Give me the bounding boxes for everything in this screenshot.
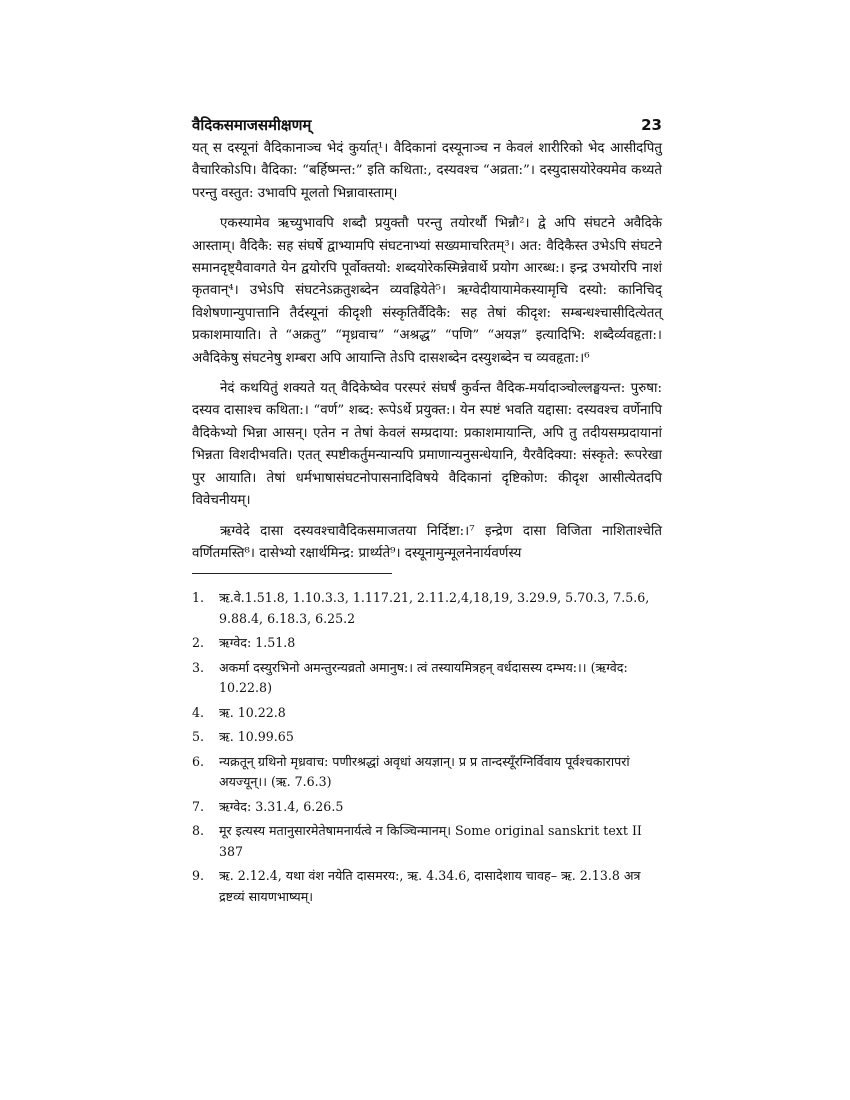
page	[192, 112, 662, 911]
footnote-text: ऋ. 10.99.65	[219, 729, 294, 745]
footnote	[192, 797, 662, 818]
footnote-number: 4.	[192, 704, 205, 720]
footnote	[192, 752, 662, 793]
paragraph: एकस्यामेव ऋच्युभावपि शब्दौ प्रयुक्तौ परन्तु तयोरर्थौ भिन्नौ²। द्वे अपि संघटने अवैदिके आस्ताम्। वैदिकै: सह संघर्षे द्वाभ्यामपि संघटनाभ्यां सख्यमाचरितम्³। अत: वैदिकैस्त उभेऽपि संघटने समानदृष्ट्यैवावगते येन द्वयोरपि पूर्वोक्तयो: शब्दयोरेकस्मिन्नेवार्थे प्रयोग आरब्ध:। इन्द्र उभयोरपि नाशं कृतवान्⁴। उभेऽपि संघटनेऽक्रतुशब्देन व्यवह्रियेते⁵। ऋग्वेदीयायामेकस्यामृचि दस्यो: कानिचिद् विशेषणान्युपात्तानि तैर्दस्यूनां कीदृशी संस्कृतिर्वैदिकै: सह तेषां कीदृश: सम्बन्धश्चासीदित्येतत् प्रकाशमायाति। ते “अक्रतु” “मृध्रवाच” “अश्रद्ध” “पणि” “अयज्ञ” इत्यादिभि: शब्दैर्व्यवहृता:। अवैदिकेषु संघटनेषु शम्बरा अपि आयान्ति तेऽपि दासशब्देन दस्युशब्देन च व्यवहृता:।⁶	[192, 216, 662, 366]
footnote-number: 5.	[192, 729, 205, 745]
footnote-number: 2.	[192, 635, 205, 651]
footnote-text: ऋ. 10.22.8	[219, 704, 286, 720]
footnote-number: 3.	[192, 659, 205, 675]
footnote-text: अकर्मा दस्युरभिनो अमन्तुरन्यव्रतो अमानुष:। त्वं तस्यायमित्रहन् वर्धदासस्य दम्भय:।। (ऋग्वेद: 10.22.8)	[219, 659, 628, 696]
page-number: 23	[641, 116, 662, 134]
footnote-number: 8.	[192, 823, 205, 839]
paragraph: नेदं कथयितुं शक्यते यत् वैदिकेष्वेव परस्परं संघर्षं कुर्वन्त वैदिक-मर्यादाञ्चोल्लङ्घयन्त: पुरुषा: दस्यव दासाश्च कथिता:। “वर्ण” शब्द: रूपेऽर्थे प्रयुक्त:। येन स्पष्टं भवति यद्दासा: दस्यवश्च वर्णेनापि वैदिकेभ्यो भिन्ना आसन्। एतेन न तेषां केवलं सम्प्रदाया: प्रकाशमायान्ति, अपि तु तदीयसम्प्रदायानां भिन्नता विशदीभवति। एतत् स्पष्टीकर्तुमन्यान्यपि प्रमाणान्यनुसन्धेयानि, यैरवैदिक्या: संस्कृते: रूपरेखा पुर आयाति। तेषां धर्मभाषासंघटनोपासनादिविषये वैदिकानां दृष्टिकोण: कीदृश आसीत्येतदपि विवेचनीयम्।	[192, 381, 662, 509]
footnote-number: 6.	[192, 753, 205, 769]
paragraph: यत् स दस्यूनां वैदिकानाञ्च भेदं कुर्यात्¹। वैदिकानां दस्यूनाञ्च न केवलं शारीरिको भेद आसीदपितु वैचारिकोऽपि। वैदिका: “बर्हिष्मन्त:” इति कथिता:, दस्यवश्च “अव्रता:”। दस्युदासयोरेक्यमेव कथ्यते परन्तु वस्तुत: उभावपि मूलतो भिन्नावास्ताम्।	[192, 141, 662, 201]
footnote	[192, 727, 662, 748]
footnote	[192, 633, 662, 654]
paragraph: ऋग्वेदे दासा दस्यवश्चावैदिकसमाजतया निर्दिष्टा:।⁷ इन्द्रेण दासा विजिता नाशिताश्चेति वर्णितमस्ति⁸। दासेभ्यो रक्षार्थमिन्द्र: प्रार्थ्यते⁹। दस्यूनामुन्मूलनेनार्यवर्णस्य	[192, 523, 662, 561]
footnote-text: मूर इत्यस्य मतानुसारमेतेषामनार्यत्वे न किञ्चिन्मानम्। Some original sanskrit text II 387	[219, 823, 642, 859]
footnote-number: 7.	[192, 798, 205, 814]
footnote	[192, 866, 662, 907]
footnote	[192, 658, 662, 699]
footnote-text: ऋग्वेद: 1.51.8	[219, 635, 296, 651]
footnote-number: 1.	[192, 590, 205, 606]
footnote	[192, 821, 662, 862]
footnote-text: ऋग्वेद: 3.31.4, 6.26.5	[219, 798, 344, 814]
footnote	[192, 703, 662, 724]
footnote-text: न्यक्रतून् ग्रथिनो मृध्रवाच: पणीरश्रद्धां अवृधां अयज्ञान्। प्र प्र तान्दस्यूँरग्निर्विवाय पूर्वश्चकारापरां अयज्यून्।। (ऋ. 7.6.3)	[219, 753, 630, 790]
body-text	[192, 138, 662, 565]
footnote-list	[192, 588, 662, 907]
footnote-number: 9.	[192, 868, 205, 884]
running-title: वैदिकसमाजसमीक्षणम्	[192, 116, 312, 134]
footnote-divider	[192, 573, 392, 574]
footnote-text: ऋ.वे.1.51.8, 1.10.3.3, 1.117.21, 2.11.2,4,18,19, 3.29.9, 5.70.3, 7.5.6, 9.88.4, 6.18.3, 6.25.2	[219, 590, 650, 626]
running-header	[192, 112, 662, 138]
footnote	[192, 588, 662, 629]
footnote-text: ऋ. 2.12.4, यथा वंश नयेति दासमरय:, ऋ. 4.34.6, दासादेशाय चावह– ऋ. 2.13.8 अत्र द्रष्टव्यं सायणभाष्यम्।	[219, 868, 641, 904]
